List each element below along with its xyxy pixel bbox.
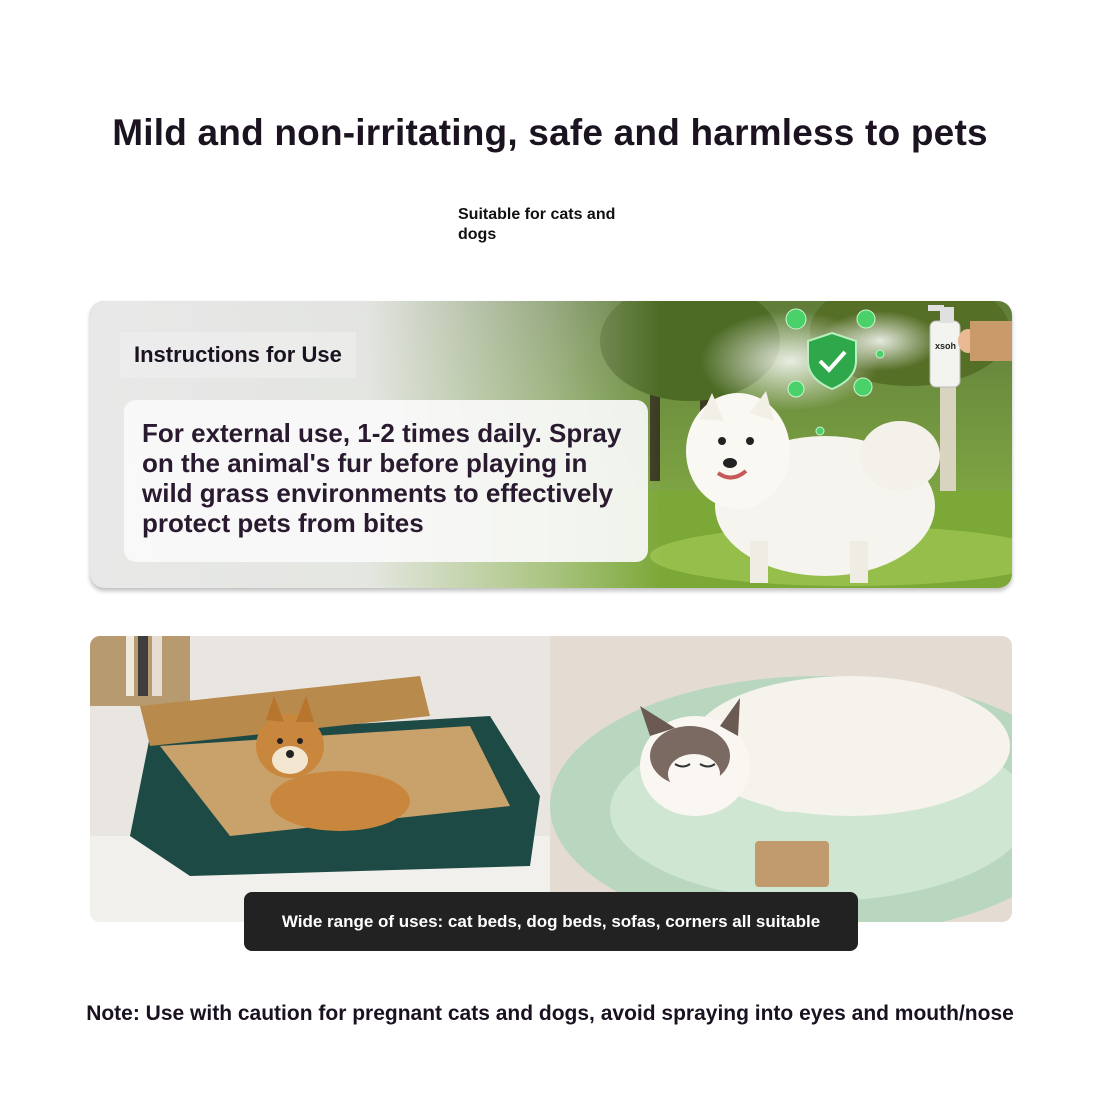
dog-bed-image: [90, 636, 550, 922]
usage-images-panel: [90, 636, 1012, 922]
subtitle: Suitable for cats and dogs: [458, 206, 616, 243]
usage-caption: Wide range of uses: cat beds, dog beds, sofas, corners all suitable: [244, 892, 858, 951]
caution-note: Note: Use with caution for pregnant cats and dogs, avoid spraying into eyes and mouth/nose: [86, 1002, 1014, 1025]
headline: Mild and non-irritating, safe and harmless to pets: [112, 112, 988, 153]
instructions-box: [124, 400, 648, 562]
instructions-label: Instructions for Use: [120, 332, 356, 378]
instructions-text: For external use, 1-2 times daily. Spray on the animal's fur before playing in wild grass environments to effectively protect pets from bites: [142, 418, 622, 538]
cat-bed-image: [550, 636, 1012, 922]
